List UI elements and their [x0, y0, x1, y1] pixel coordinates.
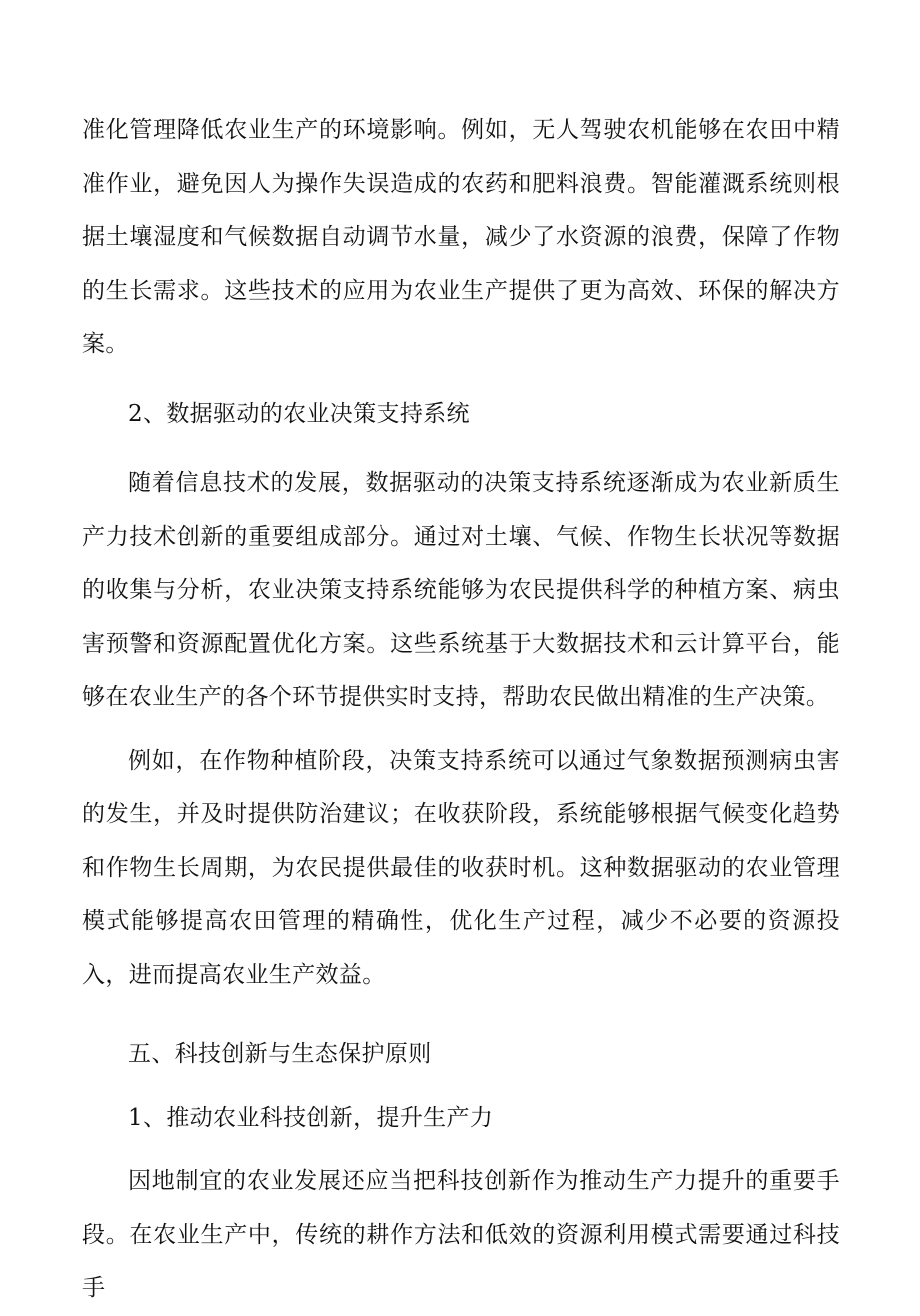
paragraph-innovation: 因地制宜的农业发展还应当把科技创新作为推动生产力提升的重要手段。在农业生产中，传统的耕作方法和低效的资源利用模式需要通过科技手: [82, 1168, 840, 1301]
spacer: [82, 441, 840, 457]
paragraph-decision-support: 随着信息技术的发展，数据驱动的决策支持系统逐渐成为农业新质生产力技术创新的重要组成部分。通过对土壤、气候、作物生长状况等数据的收集与分析，农业决策支持系统能够为农民提供科学的种植方案、病虫害预警和资源配置优化方案。这些系统基于大数据技术和云计算平台，能够在农业生产的各个环节提供实时支持，帮助农民做出精准的生产决策。: [82, 470, 840, 710]
paragraph-continuation: 准化管理降低农业生产的环境影响。例如，无人驾驶农机能够在农田中精准作业，避免因人为操作失误造成的农药和肥料浪费。智能灌溉系统则根据土壤湿度和气候数据自动调节水量，减少了水资源的浪费，保障了作物的生长需求。这些技术的应用为农业生产提供了更为高效、环保的解决方案。: [82, 117, 840, 357]
section-heading-tech-ecology: 五、科技创新与生态保护原则: [128, 1041, 432, 1067]
spacer: [82, 1145, 840, 1155]
spacer: [82, 725, 840, 735]
paragraph-example: 例如，在作物种植阶段，决策支持系统可以通过气象数据预测病虫害的发生，并及时提供防治建议；在收获阶段，系统能够根据气候变化趋势和作物生长周期，为农民提供最佳的收获时机。这种数据驱动的农业管理模式能够提高农田管理的精确性，优化生产过程，减少不必要的资源投入，进而提高农业生产效益。: [82, 747, 840, 988]
spacer: [82, 1082, 840, 1092]
subsection-heading-data-driven: 2、数据驱动的农业决策支持系统: [128, 400, 470, 427]
spacer: [82, 372, 840, 388]
subsection-heading-tech-innovation: 1、推动农业科技创新，提升生产力: [128, 1104, 494, 1131]
spacer: [82, 1002, 840, 1028]
document-page: [82, 104, 840, 1316]
